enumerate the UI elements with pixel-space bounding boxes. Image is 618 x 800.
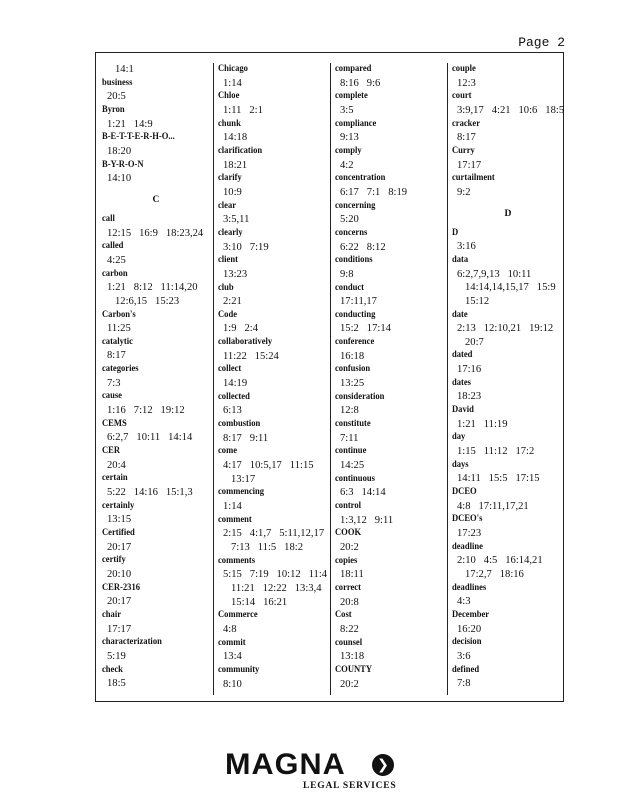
index-term: cause bbox=[102, 391, 122, 402]
index-term: CEMS bbox=[102, 418, 127, 429]
index-term: correct bbox=[335, 582, 361, 593]
magna-logo bbox=[225, 748, 400, 794]
logo-brand: MAGNA bbox=[225, 748, 346, 781]
index-term: curtailment bbox=[452, 173, 495, 184]
index-page-line-refs: 18:20 bbox=[107, 145, 132, 157]
index-term: collected bbox=[218, 391, 250, 402]
index-page-line-refs: 13:25 bbox=[340, 378, 365, 390]
index-page-line-refs: 11:25 bbox=[107, 323, 131, 335]
index-term: concentration bbox=[335, 173, 386, 184]
index-page-line-refs: 17:17 bbox=[107, 623, 132, 635]
index-term: Curry bbox=[452, 145, 475, 156]
page-number: Page 2 bbox=[518, 35, 565, 50]
index-page-line-refs: 12:3 bbox=[457, 77, 476, 89]
index-term: conduct bbox=[335, 282, 364, 293]
index-term: chair bbox=[102, 609, 122, 620]
index-term: counsel bbox=[335, 637, 363, 648]
index-page-line-refs: 20:8 bbox=[340, 596, 359, 608]
index-page-line-refs: 1:15 11:12 17:2 bbox=[457, 446, 535, 458]
index-page-line-refs: 8:17 9:11 bbox=[223, 432, 269, 444]
index-term: combustion bbox=[218, 419, 261, 430]
index-page-line-refs: 17:16 bbox=[457, 364, 482, 376]
index-term: collect bbox=[218, 364, 242, 375]
index-term: CER bbox=[102, 446, 121, 457]
index-term: characterization bbox=[102, 637, 162, 648]
index-page-line-refs: 3:10 7:19 bbox=[223, 241, 269, 253]
index-page-line-refs: 7:8 bbox=[457, 678, 471, 690]
column-divider bbox=[447, 63, 448, 695]
index-page-line-refs: 4:8 bbox=[223, 623, 237, 635]
index-column-4 bbox=[452, 63, 564, 691]
index-page-line-refs: 17:23 bbox=[457, 528, 482, 539]
index-page-line-refs: 11:22 15:24 bbox=[223, 350, 279, 362]
index-page-line-refs: 9:13 bbox=[340, 132, 359, 144]
index-term: clarification bbox=[218, 145, 263, 156]
index-page-line-refs: 1:3,12 9:11 bbox=[340, 514, 394, 526]
index-page-line-refs: 8:16 9:6 bbox=[340, 77, 381, 89]
index-page-line-refs: 1:21 14:9 bbox=[107, 118, 153, 130]
index-term: clearly bbox=[218, 227, 243, 238]
index-page-line-refs: 13:23 bbox=[223, 268, 248, 280]
index-page-line-refs: 5:15 7:19 10:12 11:4 bbox=[223, 569, 328, 581]
index-term: defined bbox=[452, 664, 480, 675]
index-page-line-refs: 16:20 bbox=[457, 623, 482, 635]
index-page-line-refs: 6:13 bbox=[223, 405, 242, 417]
index-page-line-refs: 3:5 bbox=[340, 104, 354, 116]
index-page-line-refs: 3:16 bbox=[457, 241, 476, 253]
index-section-letter: C bbox=[152, 193, 160, 205]
index-page-line-refs: 17:2,7 18:16 bbox=[465, 568, 524, 580]
index-term: court bbox=[452, 91, 472, 102]
index-page-line-refs: 2:15 4:1,7 5:11,12,17 bbox=[223, 528, 325, 540]
index-term: concerns bbox=[335, 227, 368, 238]
index-term: comment bbox=[218, 514, 252, 525]
index-term: Carbon's bbox=[102, 309, 136, 320]
index-term: continue bbox=[335, 446, 367, 457]
index-page-line-refs: 20:7 bbox=[465, 336, 484, 348]
index-page-line-refs: 14:19 bbox=[223, 378, 248, 390]
index-page-line-refs: 7:11 bbox=[340, 432, 359, 444]
index-term: copies bbox=[335, 555, 358, 566]
index-term: B-E-T-T-E-R-H-O... bbox=[102, 132, 175, 143]
index-page-line-refs: 8:17 bbox=[457, 132, 476, 144]
index-term: compliance bbox=[335, 118, 377, 129]
index-page-line-refs: 1:16 7:12 19:12 bbox=[107, 405, 185, 417]
index-page-line-refs: 17:11,17 bbox=[340, 296, 377, 308]
index-term: community bbox=[218, 664, 260, 675]
index-page-line-refs: 6:17 7:1 8:19 bbox=[340, 186, 408, 198]
index-page-line-refs: 20:17 bbox=[107, 596, 132, 608]
index-term: Chloe bbox=[218, 91, 240, 102]
index-page-line-refs: 1:21 8:12 11:14,20 bbox=[107, 282, 198, 294]
index-term: David bbox=[452, 405, 474, 416]
index-term: Chicago bbox=[218, 64, 248, 74]
index-page-line-refs: 18:11 bbox=[340, 569, 364, 581]
index-page-line-refs: 8:10 bbox=[223, 678, 242, 690]
index-term: days bbox=[452, 459, 469, 470]
index-term: continuous bbox=[335, 473, 375, 484]
index-page-line-refs: 1:14 bbox=[223, 77, 242, 89]
index-term: control bbox=[335, 501, 361, 511]
index-term: constitute bbox=[335, 419, 371, 430]
index-page-line-refs: 18:21 bbox=[223, 159, 248, 171]
index-term: certainly bbox=[102, 500, 135, 511]
index-term: catalytic bbox=[102, 336, 133, 347]
index-term: categories bbox=[102, 364, 139, 375]
index-term: chunk bbox=[218, 118, 241, 129]
index-term: Commerce bbox=[218, 610, 258, 621]
index-page-line-refs: 6:3 14:14 bbox=[340, 487, 386, 499]
index-page-line-refs: 12:15 16:9 18:23,24 bbox=[107, 227, 204, 239]
index-page-line-refs: 13:18 bbox=[340, 651, 365, 663]
index-term: couple bbox=[452, 64, 476, 74]
index-page-line-refs: 12:8 bbox=[340, 405, 359, 417]
index-page-line-refs: 20:4 bbox=[107, 459, 126, 471]
index-page-line-refs: 14:18 bbox=[223, 132, 248, 144]
index-page-line-refs: 6:22 8:12 bbox=[340, 241, 386, 253]
index-term: COUNTY bbox=[335, 664, 373, 675]
index-term: conducting bbox=[335, 309, 376, 320]
column-divider bbox=[330, 63, 331, 695]
index-term: certain bbox=[102, 473, 128, 484]
index-term: come bbox=[218, 446, 238, 457]
index-term: day bbox=[452, 432, 466, 443]
index-page-line-refs: 20:2 bbox=[340, 678, 359, 690]
index-page-line-refs: 14:25 bbox=[340, 460, 365, 472]
index-page-line-refs: 5:19 bbox=[107, 650, 126, 662]
index-page-line-refs: 14:11 15:5 17:15 bbox=[457, 473, 540, 485]
index-page-line-refs: 5:22 14:16 15:1,3 bbox=[107, 487, 193, 499]
index-term: deadlines bbox=[452, 582, 487, 593]
index-page-line-refs: 17:17 bbox=[457, 159, 482, 171]
index-term: cracker bbox=[452, 118, 481, 129]
index-term: deadline bbox=[452, 541, 483, 552]
index-page-line-refs: 2:21 bbox=[223, 296, 242, 308]
index-term: clear bbox=[218, 200, 237, 211]
index-page-line-refs: 8:22 bbox=[340, 623, 359, 635]
index-term: D bbox=[452, 227, 459, 238]
index-term: decision bbox=[452, 637, 482, 648]
index-term: commit bbox=[218, 637, 246, 648]
index-ref-continued: 14:1 bbox=[115, 64, 134, 75]
index-term: complete bbox=[335, 91, 368, 102]
index-page-line-refs: 1:14 bbox=[223, 501, 242, 512]
index-term: collaboratively bbox=[218, 337, 273, 348]
index-term: dated bbox=[452, 350, 473, 361]
index-term: conditions bbox=[335, 255, 373, 266]
index-term: DCEO bbox=[452, 487, 477, 498]
index-page-line-refs: 16:18 bbox=[340, 350, 365, 362]
logo-tagline: LEGAL SERVICES bbox=[303, 781, 397, 791]
index-term: confusion bbox=[335, 364, 371, 375]
index-term: compared bbox=[335, 64, 372, 74]
index-page-line-refs: 9:8 bbox=[340, 268, 354, 280]
index-term: clarify bbox=[218, 173, 242, 184]
index-term: check bbox=[102, 664, 123, 675]
index-page-line-refs: 9:2 bbox=[457, 186, 471, 198]
index-term: comments bbox=[218, 555, 256, 566]
index-term: Byron bbox=[102, 104, 125, 115]
index-page-line-refs: 3:6 bbox=[457, 650, 471, 662]
index-page-line-refs: 3:9,17 4:21 10:6 18:5 bbox=[457, 104, 565, 116]
index-page-line-refs: 8:17 bbox=[107, 350, 126, 362]
index-term: commencing bbox=[218, 487, 265, 498]
index-term: Certified bbox=[102, 528, 135, 538]
index-page-line-refs: 13:15 bbox=[107, 514, 132, 526]
index-term: Code bbox=[218, 309, 238, 320]
index-page-line-refs: 20:5 bbox=[107, 91, 126, 103]
index-page-line-refs: 4:17 10:5,17 11:15 bbox=[223, 460, 314, 472]
index-page-line-refs: 3:5,11 bbox=[223, 214, 250, 226]
index-term: date bbox=[452, 309, 468, 320]
column-divider bbox=[213, 63, 214, 695]
index-page-line-refs: 14:10 bbox=[107, 173, 132, 185]
index-page-line-refs: 18:23 bbox=[457, 391, 482, 403]
index-column-1 bbox=[102, 63, 210, 691]
word-index-frame bbox=[95, 52, 564, 702]
index-term: dates bbox=[452, 377, 472, 388]
index-page-line-refs: 14:14,14,15,17 15:9 bbox=[465, 282, 556, 294]
index-page-line-refs: 2:10 4:5 16:14,21 bbox=[457, 555, 543, 567]
chevron-right-in-circle-icon: ❯ bbox=[372, 754, 394, 776]
index-term: consideration bbox=[335, 391, 385, 402]
index-term: business bbox=[102, 77, 133, 88]
index-page-line-refs: 6:2,7,9,13 10:11 bbox=[457, 268, 532, 280]
index-page-line-refs: 15:14 16:21 bbox=[231, 596, 288, 608]
index-term: carbon bbox=[102, 268, 128, 279]
index-term: concerning bbox=[335, 200, 376, 211]
index-page-line-refs: 4:3 bbox=[457, 596, 471, 608]
index-page-line-refs: 4:25 bbox=[107, 254, 126, 266]
index-page-line-refs: 7:13 11:5 18:2 bbox=[231, 541, 303, 553]
index-term: client bbox=[218, 255, 238, 266]
index-term: Cost bbox=[335, 610, 352, 621]
index-term: conference bbox=[335, 337, 375, 348]
index-term: club bbox=[218, 282, 234, 293]
index-page-line-refs: 13:17 bbox=[231, 473, 256, 485]
index-term: December bbox=[452, 609, 490, 620]
index-column-3 bbox=[335, 63, 443, 691]
index-page-line-refs: 12:6,15 15:23 bbox=[115, 295, 180, 307]
index-term: comply bbox=[335, 145, 362, 156]
index-term: B-Y-R-O-N bbox=[102, 159, 144, 170]
index-term: CER-2316 bbox=[102, 582, 141, 593]
index-page-line-refs: 1:9 2:4 bbox=[223, 323, 259, 335]
index-page-line-refs: 20:2 bbox=[340, 541, 359, 553]
index-page-line-refs: 7:3 bbox=[107, 377, 121, 389]
index-term: certify bbox=[102, 555, 126, 566]
index-page-line-refs: 20:10 bbox=[107, 568, 132, 580]
index-page-line-refs: 6:2,7 10:11 14:14 bbox=[107, 432, 193, 444]
index-page-line-refs: 11:21 12:22 13:3,4 bbox=[231, 582, 322, 594]
index-term: called bbox=[102, 241, 124, 252]
index-page-line-refs: 4:8 17:11,17,21 bbox=[457, 500, 529, 512]
index-page-line-refs: 10:9 bbox=[223, 186, 242, 198]
index-term: data bbox=[452, 254, 469, 265]
index-section-letter: D bbox=[504, 207, 512, 219]
index-page-line-refs: 15:2 17:14 bbox=[340, 323, 391, 335]
index-term: call bbox=[102, 213, 115, 224]
index-term: COOK bbox=[335, 528, 362, 539]
index-page-line-refs: 2:13 12:10,21 19:12 bbox=[457, 323, 554, 335]
index-page-line-refs: 1:21 11:19 bbox=[457, 418, 508, 430]
index-term: DCEO's bbox=[452, 514, 483, 525]
index-page-line-refs: 13:4 bbox=[223, 651, 242, 663]
index-page-line-refs: 1:11 2:1 bbox=[223, 104, 263, 116]
index-column-2 bbox=[218, 63, 326, 691]
index-page-line-refs: 5:20 bbox=[340, 214, 359, 226]
index-page-line-refs: 20:17 bbox=[107, 541, 132, 553]
index-page-line-refs: 18:5 bbox=[107, 678, 126, 690]
index-page-line-refs: 4:2 bbox=[340, 159, 354, 171]
index-page-line-refs: 15:12 bbox=[465, 295, 490, 307]
